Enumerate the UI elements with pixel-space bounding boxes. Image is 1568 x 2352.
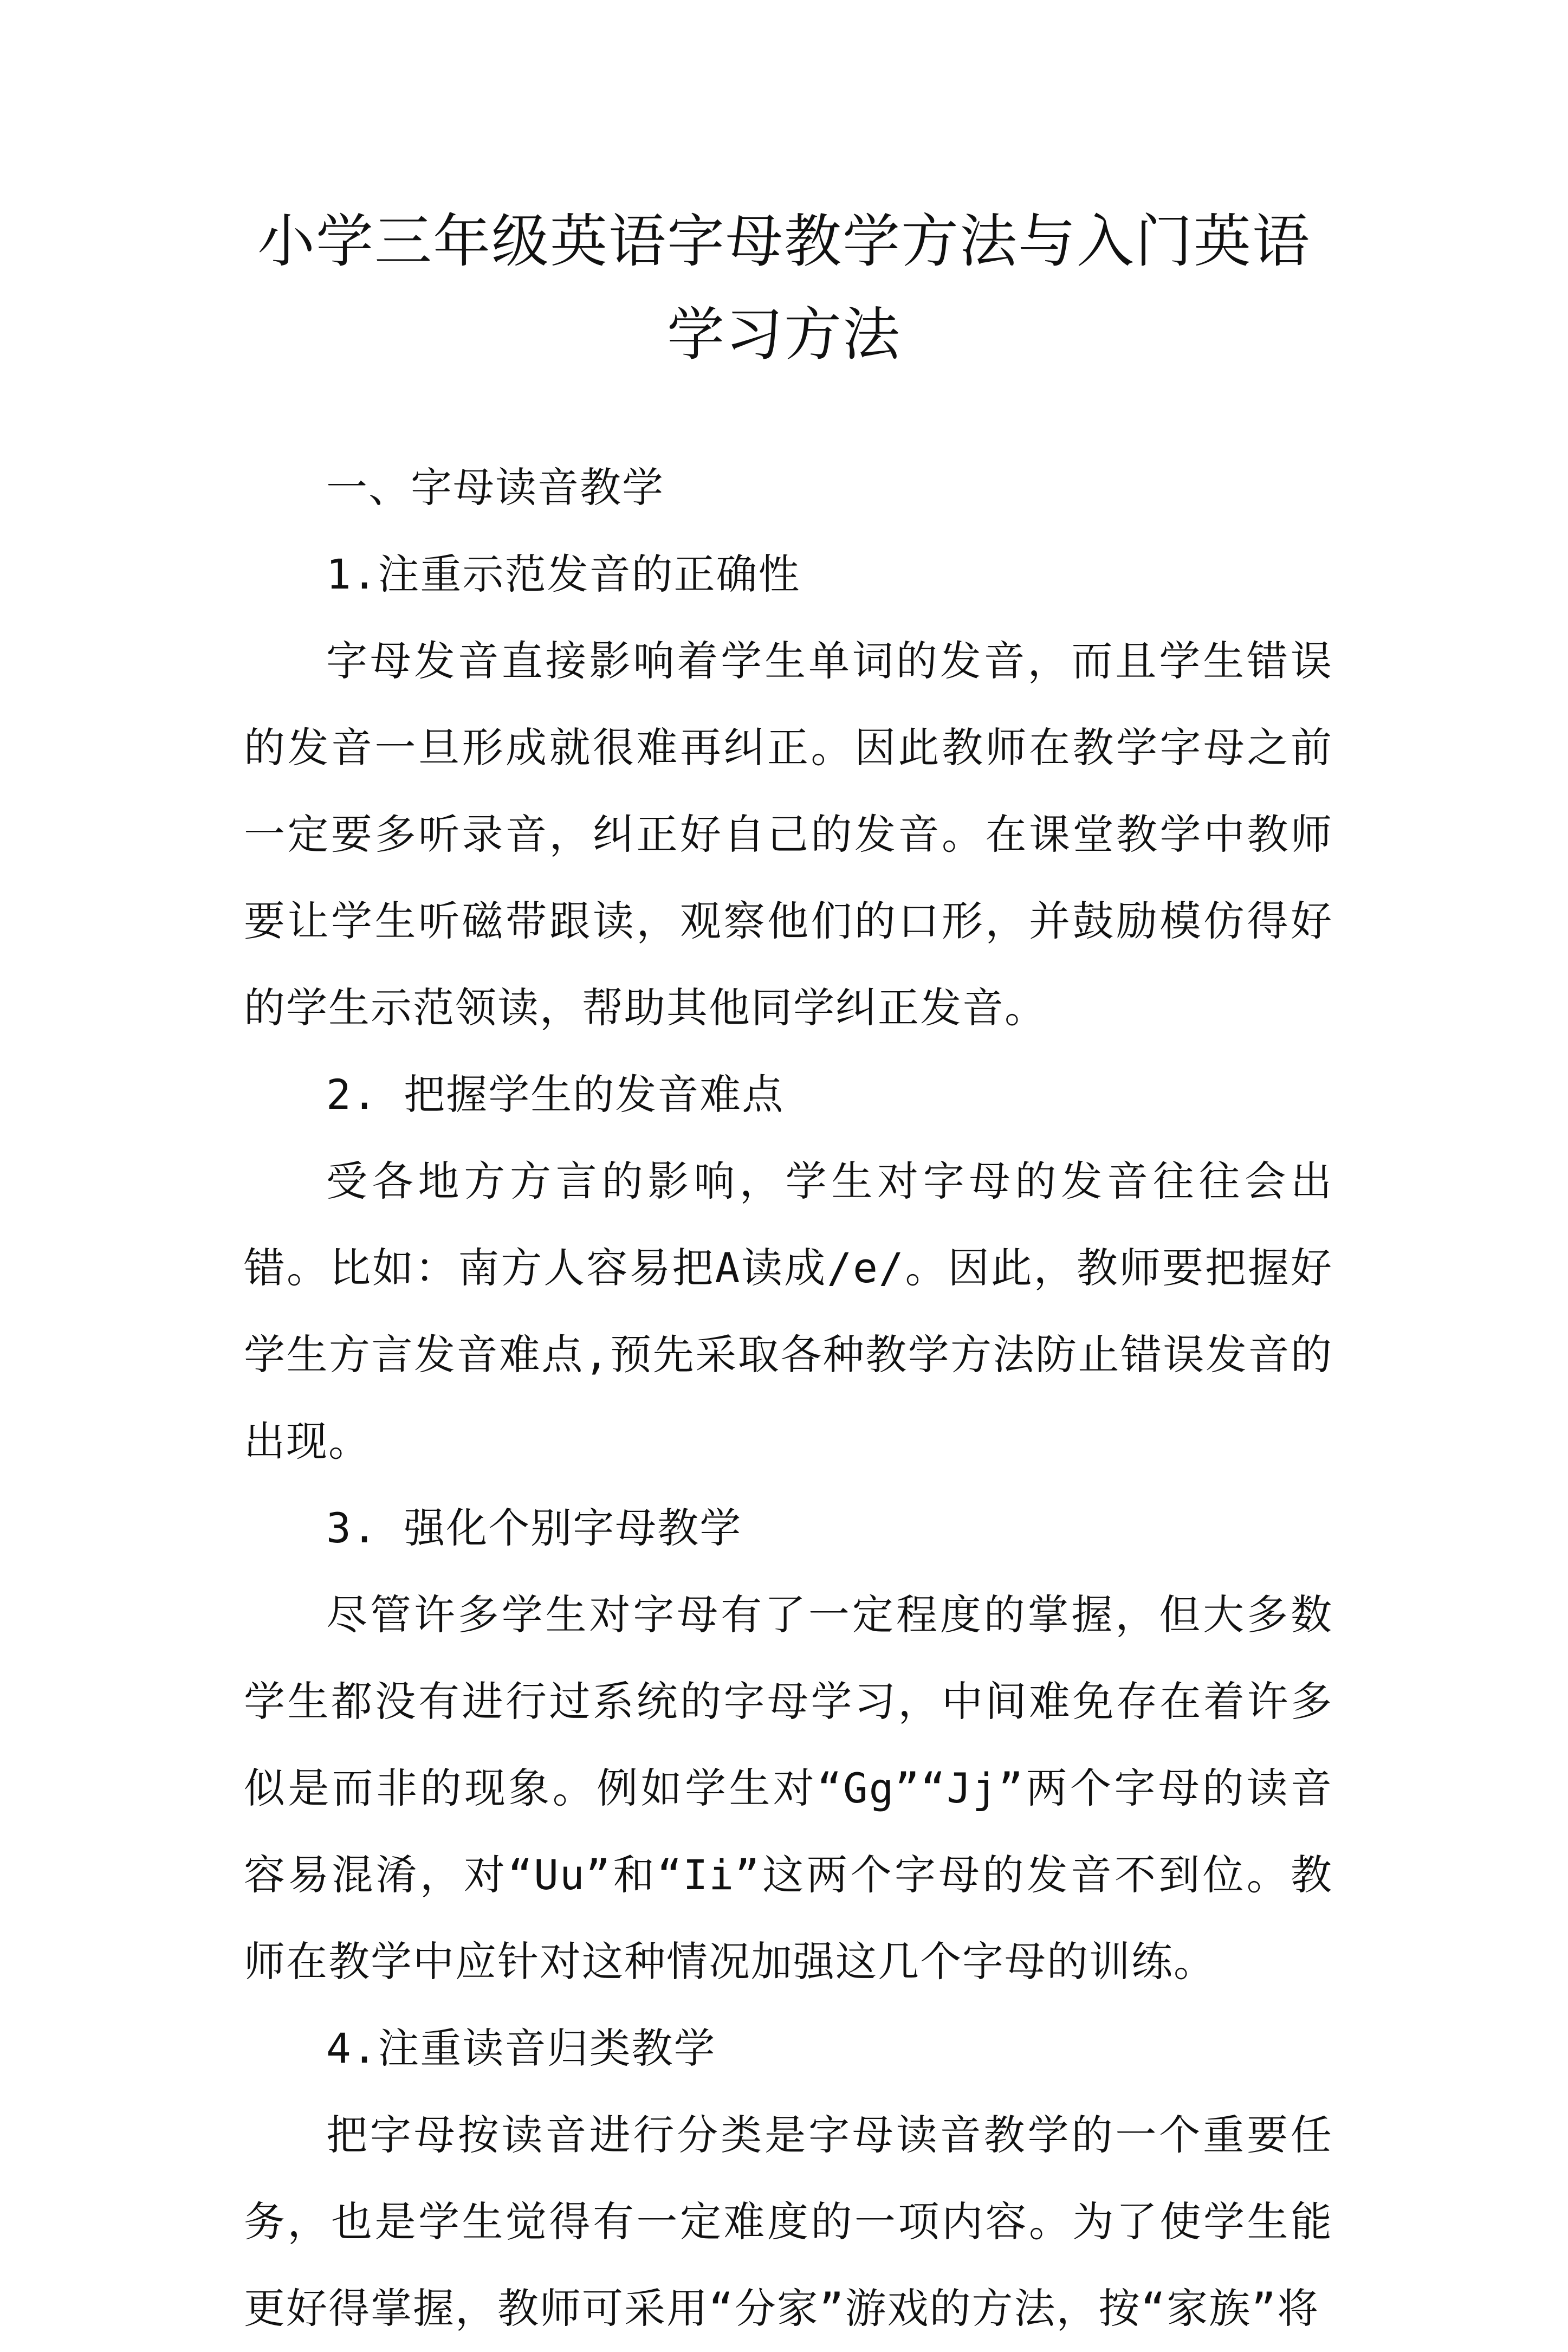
paragraph-individual-letters: 尽管许多学生对字母有了一定程度的掌握，但大多数学生都没有进行过系统的字母学习，中间难免存在着许多似是而非的现象。例如学生对“Gg”“Jj”两个字母的读音容易混淆，对“Uu”和“Ii”这两个字母的发音不到位。教师在教学中应针对这种情况加强这几个字母的训练。 — [244, 1591, 1333, 1986]
document-title — [0, 195, 1568, 382]
paragraph-correct-demonstration: 字母发音直接影响着学生单词的发音，而且学生错误的发音一旦形成就很难再纠正。因此教师在教学字母之前一定要多听录音，纠正好自己的发音。在课堂教学中教师要让学生听磁带跟读，观察他们的口形，并鼓励模仿得好的学生示范领读，帮助其他同学纠正发音。 — [244, 637, 1333, 1032]
subheading-correct-demonstration: 1.注重示范发音的正确性 — [326, 550, 801, 598]
subheading-pronunciation-grouping: 4.注重读音归类教学 — [326, 2024, 716, 2072]
paragraph-pronunciation-grouping: 把字母按读音进行分类是字母读音教学的一个重要任务，也是学生觉得有一定难度的一项内容。为了使学生能更好得掌握，教师可采用“分家”游戏的方法，按“家族”将 — [244, 2111, 1333, 2332]
subheading-individual-letters: 3. 强化个别字母教学 — [326, 1504, 742, 1552]
paragraph-pronunciation-difficulties: 受各地方方言的影响，学生对字母的发音往往会出错。比如：南方人容易把A读成/e/。因此，教师要把握好学生方言发音难点,预先采取各种教学方法防止错误发音的出现。 — [244, 1157, 1333, 1465]
title-line-1: 小学三年级英语字母教学方法与入门英语 — [257, 208, 1311, 275]
subheading-pronunciation-difficulties: 2. 把握学生的发音难点 — [326, 1070, 785, 1119]
document-body — [244, 444, 1333, 2352]
section-heading-letter-pronunciation: 一、字母读音教学 — [326, 463, 664, 512]
title-line-2: 学习方法 — [667, 301, 901, 368]
